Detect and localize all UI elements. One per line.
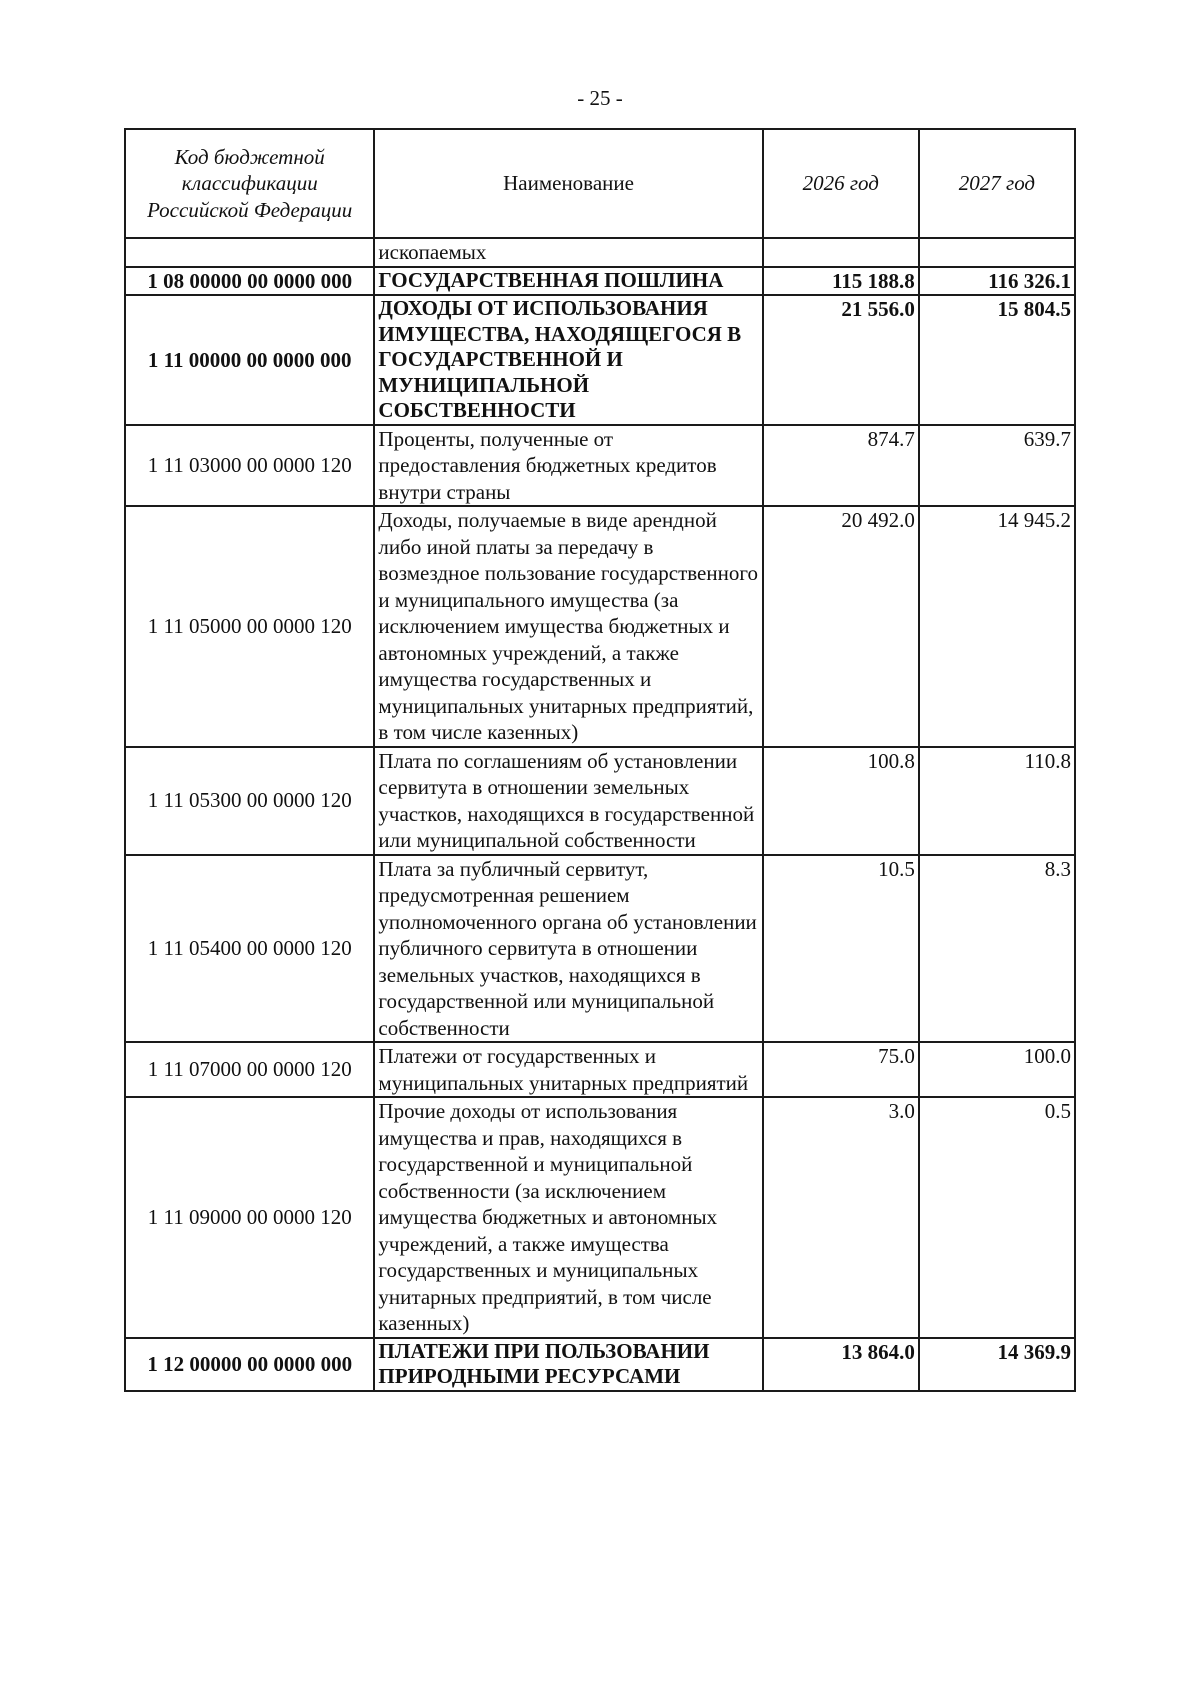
row-code: 1 11 05400 00 0000 120 xyxy=(125,855,374,1043)
table-row xyxy=(125,1338,1075,1391)
row-value-2027: 639.7 xyxy=(919,425,1075,507)
row-name: Проценты, полученные от предоставления бюджетных кредитов внутри страны xyxy=(374,425,762,507)
row-value-2027: 14 945.2 xyxy=(919,506,1075,747)
row-value-2026: 115 188.8 xyxy=(763,267,919,296)
header-name: Наименование xyxy=(374,129,762,238)
row-name: ископаемых xyxy=(374,238,762,267)
row-value-2027: 110.8 xyxy=(919,747,1075,855)
row-code: 1 11 09000 00 0000 120 xyxy=(125,1097,374,1338)
row-value-2026: 13 864.0 xyxy=(763,1338,919,1391)
row-code: 1 08 00000 00 0000 000 xyxy=(125,267,374,296)
row-value-2027 xyxy=(919,238,1075,267)
row-code: 1 11 05000 00 0000 120 xyxy=(125,506,374,747)
table-row xyxy=(125,1097,1075,1338)
row-code: 1 11 05300 00 0000 120 xyxy=(125,747,374,855)
row-value-2027: 14 369.9 xyxy=(919,1338,1075,1391)
row-value-2027: 8.3 xyxy=(919,855,1075,1043)
table-row xyxy=(125,506,1075,747)
row-name: ПЛАТЕЖИ ПРИ ПОЛЬЗОВАНИИ ПРИРОДНЫМИ РЕСУРСАМИ xyxy=(374,1338,762,1391)
row-code: 1 11 00000 00 0000 000 xyxy=(125,295,374,425)
table-row xyxy=(125,425,1075,507)
table-row xyxy=(125,747,1075,855)
row-code xyxy=(125,238,374,267)
row-value-2026: 874.7 xyxy=(763,425,919,507)
row-value-2026: 100.8 xyxy=(763,747,919,855)
header-2026: 2026 год xyxy=(763,129,919,238)
row-name: Доходы, получаемые в виде арендной либо иной платы за передачу в возмездное пользование государственного и муниципального имущества (за исключением имущества бюджетных и автономных учреждений, а также имущества государственных и муниципальных унитарных предприятий, в том числе казенных) xyxy=(374,506,762,747)
row-value-2026: 20 492.0 xyxy=(763,506,919,747)
table-header-row xyxy=(125,129,1075,238)
table-row xyxy=(125,238,1075,267)
header-code: Код бюджетной классификации Российской Федерации xyxy=(125,129,374,238)
row-value-2027: 100.0 xyxy=(919,1042,1075,1097)
row-name: Прочие доходы от использования имущества и прав, находящихся в государственной и муниципальной собственности (за исключением имущества бюджетных и автономных учреждений, а также имущества государственных и муниципальных унитарных предприятий, в том числе казенных) xyxy=(374,1097,762,1338)
row-name: ГОСУДАРСТВЕННАЯ ПОШЛИНА xyxy=(374,267,762,296)
row-value-2026: 21 556.0 xyxy=(763,295,919,425)
row-name: Плата по соглашениям об установлении сервитута в отношении земельных участков, находящихся в государственной или муниципальной собственности xyxy=(374,747,762,855)
row-code: 1 11 03000 00 0000 120 xyxy=(125,425,374,507)
row-value-2027: 116 326.1 xyxy=(919,267,1075,296)
row-name: Платежи от государственных и муниципальных унитарных предприятий xyxy=(374,1042,762,1097)
budget-revenue-table xyxy=(124,128,1076,1392)
row-name: Плата за публичный сервитут, предусмотренная решением уполномоченного органа об установлении публичного сервитута в отношении земельных участков, находящихся в государственной или муниципальной собственности xyxy=(374,855,762,1043)
row-value-2026: 75.0 xyxy=(763,1042,919,1097)
row-value-2026: 10.5 xyxy=(763,855,919,1043)
table-row xyxy=(125,855,1075,1043)
row-value-2026 xyxy=(763,238,919,267)
table-row xyxy=(125,295,1075,425)
table-row xyxy=(125,1042,1075,1097)
header-2027: 2027 год xyxy=(919,129,1075,238)
row-value-2027: 0.5 xyxy=(919,1097,1075,1338)
row-value-2027: 15 804.5 xyxy=(919,295,1075,425)
row-code: 1 11 07000 00 0000 120 xyxy=(125,1042,374,1097)
page-number: - 25 - xyxy=(577,86,623,110)
row-value-2026: 3.0 xyxy=(763,1097,919,1338)
table-row xyxy=(125,267,1075,296)
row-name: ДОХОДЫ ОТ ИСПОЛЬЗОВАНИЯ ИМУЩЕСТВА, НАХОДЯЩЕГОСЯ В ГОСУДАРСТВЕННОЙ И МУНИЦИПАЛЬНОЙ СОБСТВЕННОСТИ xyxy=(374,295,762,425)
row-code: 1 12 00000 00 0000 000 xyxy=(125,1338,374,1391)
